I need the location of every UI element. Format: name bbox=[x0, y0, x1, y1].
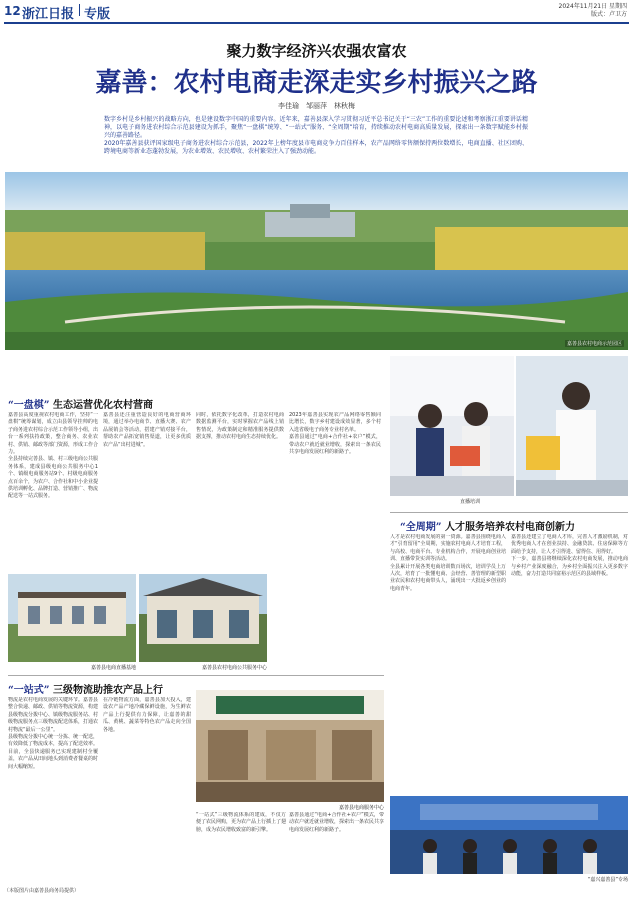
date-line: 2024年11月21日 星期四 bbox=[558, 3, 627, 10]
section1-paragraph: 全县持续完善县、镇、村三级电商公共服务体系，建成县级电商公共服务中心1个、镇级电商服务站9个、村级电商服务点百余个，为农户、合作社和中小企业提供培训孵化、品牌打造、营销推广、物流配送等一站式服务。 bbox=[8, 456, 98, 500]
section3-photo-top-right bbox=[516, 356, 628, 496]
section1-title-quote: “一盘棋” bbox=[8, 400, 50, 411]
header-rule bbox=[4, 22, 629, 24]
lede-paragraph: 数字乡村是乡村振兴的战略方向，也是建设数字中国的重要内容。近年来，嘉善县深入学习贯彻习近平总书记关于“三农”工作的重要论述和考察浙江重要讲话精神， bbox=[104, 116, 528, 131]
section2-title bbox=[8, 681, 163, 696]
section1-photo-left-image bbox=[8, 574, 136, 662]
lede-paragraph: 以电子商务进农村综合示范县建设为抓手，聚焦“一盘棋”统筹、“一站式”服务、“全周期”培育，持续推动农村电商高质量发展，探索出一条数字赋能乡村振兴的嘉善路径。 bbox=[104, 124, 528, 139]
lede-paragraph: 为农业增效、农民增收、农村繁荣注入了强劲动能。 bbox=[182, 148, 321, 155]
section2-column-1 bbox=[8, 697, 98, 883]
section2-photo-image bbox=[196, 690, 384, 802]
section3-rule bbox=[390, 512, 628, 513]
section1-photo-left-caption: 嘉善县电商直播基地 bbox=[90, 665, 136, 671]
section1-column-4 bbox=[289, 412, 381, 564]
section3-paragraph: 人才是农村电商发展的第一资源。嘉善县围绕电商人才“引育留用”全周期，实施农村电商人才培育工程，与高校、电商平台、专业机构合作，开展电商创业培训、直播带货实训等活动。 bbox=[390, 534, 506, 563]
section1-title-text: 生态运营优化农村营商 bbox=[49, 400, 153, 411]
section2-paragraph: 在冷链物流方面，嘉善县加大投入，建设农产品产地冷藏保鲜设施，为生鲜农产品上行提供有力保障，让嘉善的甜瓜、黄桃、蔬菜等特色农产品走向全国各地。 bbox=[103, 697, 191, 733]
section2-paragraph: 物流是农村电商发展的关键环节。嘉善县整合快递、邮政、供销等物流资源，构建县级物流分拨中心、镇级物流服务站、村级物流服务点三级物流配送体系，打通农村物流“最后一公里”。 bbox=[8, 697, 98, 733]
section3-photo-top bbox=[390, 356, 514, 496]
extra-paragraph: 嘉善县通过“电商+合作社+农户”模式，带动农户就近就业增收，探索出一条农民共享电商发展红利的新路子。 bbox=[289, 812, 384, 833]
section3-title-text: 人才服务培养农村电商创新力 bbox=[441, 522, 575, 533]
section1-paragraph: 嘉善县还注重营造良好的电商营商环境，通过举办电商节、直播大赛、农产品展销会等活动，搭建产销对接平台，帮助农产品拓宽销售渠道，让更多优质农产品“出村进城”。 bbox=[103, 412, 191, 448]
main-photo-image bbox=[5, 172, 628, 350]
page-number: 12 bbox=[4, 4, 21, 18]
section1-photo-right-image bbox=[139, 574, 267, 662]
article-kicker: 聚力数字经济兴农强农富农 bbox=[226, 42, 407, 60]
section3-photo-bottom bbox=[390, 796, 628, 874]
header-meta bbox=[559, 3, 627, 19]
article-lede bbox=[104, 116, 528, 156]
section3-column-2 bbox=[511, 534, 628, 790]
section1-paragraph: 嘉善县高度重视农村电商工作，坚持“一盘棋”统筹谋划，成立由县领导挂帅的电子商务进农村综合示范工作领导小组，出台一系列扶持政策，整合商务、农业农村、供销、邮政等部门资源，形成工作合力。 bbox=[8, 412, 98, 456]
section1-column-2 bbox=[103, 412, 191, 564]
section2-rule bbox=[8, 675, 384, 676]
section3-paragraph: 下一步，嘉善县将继续深化农村电商发展，推动电商与乡村产业深度融合，为乡村全面振兴注入更多数字动能，奋力打造共同富裕示范区的县域样板。 bbox=[511, 556, 628, 578]
section1-column-1 bbox=[8, 412, 98, 564]
section3-photo-top-image bbox=[390, 356, 514, 496]
edition-line: 版式：卢卫方 bbox=[590, 11, 627, 18]
main-photo-caption: 嘉善县农村电商示范园区 bbox=[566, 341, 622, 347]
section-name: 专版 bbox=[84, 7, 111, 22]
section3-title-quote: “全周期” bbox=[400, 522, 442, 533]
header-divider bbox=[79, 4, 80, 16]
newspaper-name: 浙江日报 bbox=[22, 7, 75, 22]
section1-photo-right-caption: 嘉善县农村电商公共服务中心 bbox=[201, 665, 267, 671]
extra-paragraph: 嘉善县通过“电商+合作社+农户”模式，带动农户就近就业增收，探索出一条农民共享电商发展红利的新路子。 bbox=[289, 434, 381, 456]
section3-photo-top-caption: 直播培训 bbox=[460, 499, 481, 505]
extra-paragraph: 2023年嘉善县实现农产品网络零售额同比增长，数字乡村建设成效显著，多个村入选省级电子商务专业村名单。 bbox=[289, 412, 381, 433]
main-photo bbox=[5, 172, 628, 350]
lede-paragraph: 2020年嘉善县获评国家级电子商务进农村综合示范县，2022年上榜年度县市电商竞争力百佳样本，农产品网络零售额保持两位数增长，电商直播、社区团购、跨境电商等新业态蓬勃发展， bbox=[104, 140, 528, 155]
section2-column-3 bbox=[196, 812, 286, 884]
section2-title-text: 三级物流助推农产品上行 bbox=[49, 685, 163, 696]
article-headline: 嘉善：农村电商走深走实乡村振兴之路 bbox=[95, 68, 538, 98]
section3-photo-bottom-caption: “嘉兴嘉善县”专场 bbox=[587, 877, 628, 883]
section2-column-4 bbox=[289, 812, 384, 884]
section1-photo-left bbox=[8, 574, 136, 662]
section1-photo-right bbox=[139, 574, 267, 662]
section1-column-3 bbox=[196, 412, 284, 564]
section2-column-2 bbox=[103, 697, 191, 883]
section3-title bbox=[400, 518, 575, 533]
section3-photo-bottom-image bbox=[390, 796, 628, 874]
section2-photo-caption: 嘉善县电商服务中心 bbox=[338, 805, 384, 811]
article-byline: 李佳瑜 邹丽萍 林秋梅 bbox=[278, 102, 355, 110]
section3-paragraph: 全县累计开展各类电商培训数百场次，培训学员上万人次，培育了一批懂电商、会经营、善管理的新型职业农民和农村电商带头人，涌现出一大批返乡创业的电商青年。 bbox=[390, 563, 506, 592]
section2-paragraph: “一站式”三级物流体系的建成，不仅方便了农民网购，更为农产品上行插上了翅膀，成为农民增收致富的新引擎。 bbox=[196, 812, 286, 833]
section1-title bbox=[8, 396, 153, 411]
section2-title-quote: “一站式” bbox=[8, 685, 50, 696]
section3-paragraph: 嘉善县还建立了电商人才库，完善人才激励机制，对优秀电商人才在创业扶持、金融贷款、住房保障等方面给予支持，让人才引得进、留得住、用得好。 bbox=[511, 534, 628, 555]
page-footer: （本版图片由嘉善县商务局提供） bbox=[4, 888, 80, 894]
section1-paragraph: 同时，依托数字化改革，打造农村电商数据监测平台，实时掌握农产品线上销售情况，为政策制定和精准服务提供数据支撑，推动农村电商生态持续优化。 bbox=[196, 412, 284, 441]
section2-paragraph: 县级物流分拨中心统一分拣、统一配送，有效降低了物流成本，提高了配送效率。目前，全县快递服务已实现建制村全覆盖，农产品从田间地头到消费者餐桌的时间大幅缩短。 bbox=[8, 734, 98, 770]
section2-photo bbox=[196, 690, 384, 802]
section3-column-1 bbox=[390, 534, 506, 790]
section3-photo-top-right-image bbox=[516, 356, 628, 496]
